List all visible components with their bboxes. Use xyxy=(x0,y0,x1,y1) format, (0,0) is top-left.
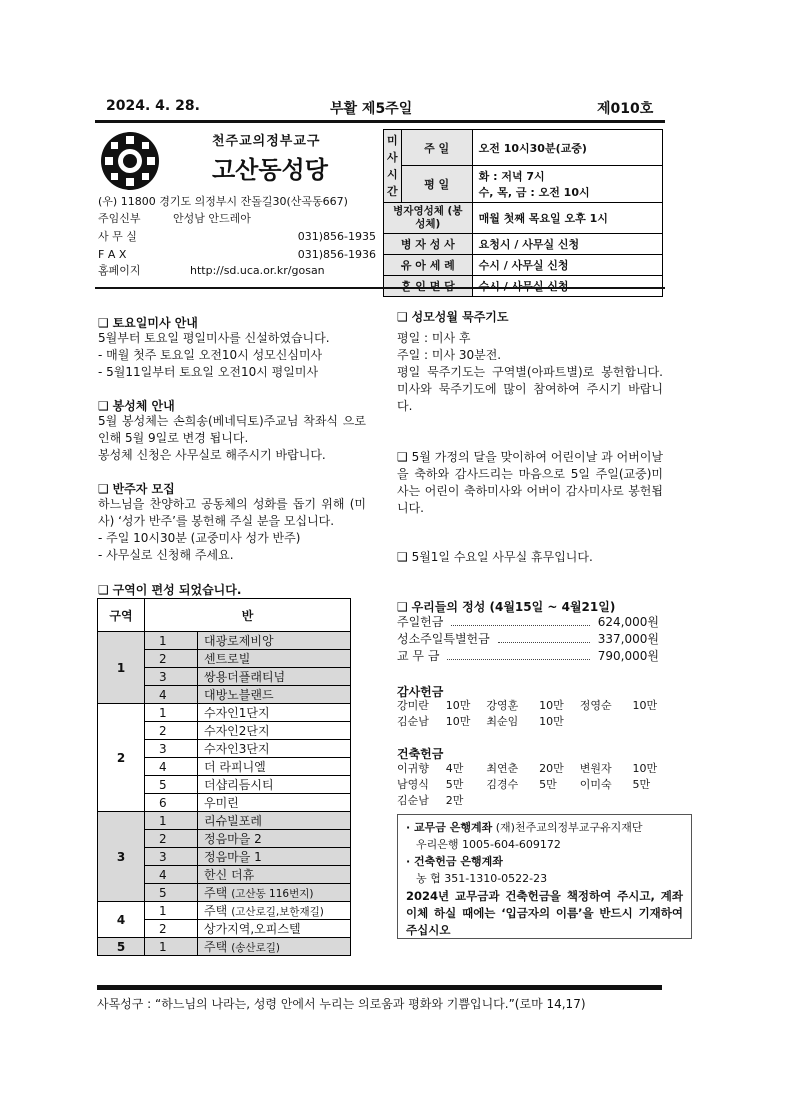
donor-amount: 2만 xyxy=(445,794,464,807)
offering-amount: 790,000원 xyxy=(597,649,659,663)
donor-name: 강미란 xyxy=(397,699,429,712)
donor-name: 이귀향 xyxy=(397,762,429,775)
ban-name-text: 대방노블랜드 xyxy=(204,688,274,702)
zone-number: 2 xyxy=(98,704,145,812)
fax-label: F A X xyxy=(98,248,127,261)
donor-row xyxy=(397,793,663,809)
ban-name-text: 주택 xyxy=(204,904,228,918)
ban-name xyxy=(198,686,351,704)
donor-amount: 10만 xyxy=(539,699,564,712)
group-row xyxy=(98,938,351,956)
rosary-title: ❑ 성모성월 묵주기도 xyxy=(397,308,509,325)
ban-name xyxy=(198,740,351,758)
sunday-label: 주 일 xyxy=(401,130,472,166)
anointing-label: 병 자 성 사 xyxy=(384,234,473,255)
office-label: 사 무 실 xyxy=(98,230,137,243)
ban-note: (고산로길,보한재길) xyxy=(231,906,324,918)
ban-name xyxy=(198,938,351,956)
ban-number: 2 xyxy=(145,920,198,938)
rosary-sunday: 주일 : 미사 30분전. xyxy=(397,348,502,362)
marriage-value xyxy=(472,276,662,297)
saturday-line2: - 매월 첫주 토요일 오전10시 성모신심미사 xyxy=(98,348,323,362)
info-rule xyxy=(95,287,665,289)
homepage-label: 홈페이지 xyxy=(98,264,141,277)
ban-name xyxy=(198,668,351,686)
sunday-time: 오전 10시30분(교중) xyxy=(472,130,662,166)
bongsung-apply: 봉성체 신청은 사무실로 해주시기 바랍니다. xyxy=(98,448,326,462)
ban-name-text: 주택 xyxy=(204,940,228,954)
ban-number: 6 xyxy=(145,794,198,812)
offering-amount: 337,000원 xyxy=(597,632,659,646)
offering-label: 성소주일특별헌금 xyxy=(397,632,490,646)
offering-row xyxy=(397,648,659,665)
weekday-time-tue: 화 : 저녁 7시 xyxy=(478,170,545,183)
homepage-link[interactable]: http://sd.uca.or.kr/gosan xyxy=(190,264,325,277)
ban-name-text: 주택 xyxy=(204,886,228,900)
donor-name xyxy=(580,714,633,730)
saturday-title: ❑ 토요일미사 안내 xyxy=(98,314,198,331)
ban-number: 1 xyxy=(145,632,198,650)
ban-number: 3 xyxy=(145,740,198,758)
fax-number: 031)856-1936 xyxy=(297,248,376,261)
saturday-line3: - 5월11일부터 토요일 오전10시 평일미사 xyxy=(98,365,319,379)
ban-name xyxy=(198,902,351,920)
sick-communion-label: 병자영성체 (봉성체) xyxy=(384,203,473,234)
rosary-text: 평일 묵주기도는 구역별(아파트별)로 봉헌합니다. 미사와 묵주기도에 많이 참여하여 주시기 바랍니다. xyxy=(397,365,663,413)
ban-number: 1 xyxy=(145,938,198,956)
donor-amount: 10만 xyxy=(445,715,471,728)
ban-name-text: 쌍용더플래티넘 xyxy=(204,670,286,684)
ban-name-text: 상가지역,오피스텔 xyxy=(204,922,301,936)
zone-header: 구역 xyxy=(98,599,145,632)
ban-name-text: 리슈빌포레 xyxy=(204,814,262,828)
building-bank-label: · 건축헌금 은행계좌 xyxy=(406,853,683,870)
ban-number: 1 xyxy=(145,812,198,830)
liturgical-week: 부활 제5주일 xyxy=(330,101,413,117)
ban-name-text: 더 라피니엘 xyxy=(204,760,266,774)
donor-amount: 10만 xyxy=(539,715,564,728)
pastor-name: 안성남 안드레아 xyxy=(173,212,251,225)
ban-number: 3 xyxy=(145,848,198,866)
ban-number: 1 xyxy=(145,902,198,920)
bongsung-title: ❑ 봉성체 안내 xyxy=(98,397,175,414)
schedule-table xyxy=(383,129,663,297)
building-title: 건축헌금 xyxy=(397,747,444,761)
bank-notice: 2024년 교무금과 건축헌금을 책정하여 주시고, 계좌이체 하실 때에는 ‘입금자의 이름’을 반드시 기재하여 주십시오 xyxy=(406,889,683,937)
tithe-bank-account: 우리은행 1005-604-609172 xyxy=(416,838,561,851)
ban-number: 4 xyxy=(145,866,198,884)
group-row xyxy=(98,704,351,722)
offering-label: 교 무 금 xyxy=(397,649,440,663)
ban-number: 2 xyxy=(145,830,198,848)
ban-name-text: 수자인1단지 xyxy=(204,706,270,720)
offering-row xyxy=(397,614,659,631)
ban-name-text: 한신 더휴 xyxy=(204,868,255,882)
donor-name: 최순임 xyxy=(486,715,519,728)
ban-name-text: 수자인2단지 xyxy=(204,724,270,738)
ban-name xyxy=(198,776,351,794)
ban-note: (송산로길) xyxy=(231,942,280,954)
ban-name xyxy=(198,704,351,722)
ban-note: (고산동 116번지) xyxy=(231,888,314,900)
donor-name: 김순남 xyxy=(397,715,429,728)
thanks-title: 감사헌금 xyxy=(397,685,444,699)
choir-line3: - 사무실로 신청해 주세요. xyxy=(98,548,234,562)
donor-amount: 20만 xyxy=(539,762,564,775)
offering-amount: 624,000원 xyxy=(597,615,659,629)
zone-number: 5 xyxy=(98,938,145,956)
donor-amount: 5만 xyxy=(539,778,557,791)
donor-amount: 10만 xyxy=(632,699,658,712)
ban-number: 5 xyxy=(145,884,198,902)
bongsung-text: 5월 봉성체는 손희송(베네딕토)주교님 착좌식 으로 인해 5월 9일로 변경 됩니다. xyxy=(98,414,366,445)
ban-name-text: 우미린 xyxy=(204,796,239,810)
header-rule xyxy=(95,120,665,123)
donor-amount: 4만 xyxy=(445,762,464,775)
choir-title: ❑ 반주자 모집 xyxy=(98,480,175,497)
footer-verse: 사목성구 : “하느님의 나라는, 성령 안에서 누리는 의로움과 평화와 기쁨입니다.”(로마 14,17) xyxy=(97,997,586,1011)
donor-amount: 5만 xyxy=(445,778,464,791)
dot-leader xyxy=(498,642,590,643)
ban-number: 4 xyxy=(145,758,198,776)
building-list xyxy=(397,761,663,809)
ban-name xyxy=(198,632,351,650)
marriage-label xyxy=(384,276,473,297)
issue-number: 제010호 xyxy=(597,101,654,117)
donor-amount: 10만 xyxy=(632,762,658,775)
group-table xyxy=(97,598,351,956)
bank-box xyxy=(397,814,692,939)
choir-line2: - 주일 10시30분 (교중미사 성가 반주) xyxy=(98,531,301,545)
building-bank-account: 농 협 351-1310-0522-23 xyxy=(416,872,548,885)
ban-name xyxy=(198,794,351,812)
ban-name-text: 수자인3단지 xyxy=(204,742,270,756)
ban-name xyxy=(198,866,351,884)
offering-label: 주일헌금 xyxy=(397,615,444,629)
donor-name xyxy=(486,793,539,809)
anointing-value: 요청시 / 사무실 신청 xyxy=(472,234,662,255)
ban-name xyxy=(198,650,351,668)
office-phone: 031)856-1935 xyxy=(297,230,376,243)
ban-name-text: 정음마을 1 xyxy=(204,850,262,864)
donor-name: 정영순 xyxy=(579,699,612,712)
group-row xyxy=(98,812,351,830)
donor-amount: 5만 xyxy=(632,778,651,791)
footer-rule xyxy=(97,985,662,990)
office-holiday-notice: ❑ 5월1일 수요일 사무실 휴무입니다. xyxy=(397,550,593,564)
donor-name: 김경수 xyxy=(486,778,519,791)
infant-baptism-label: 유 아 세 례 xyxy=(384,255,473,276)
ban-name xyxy=(198,722,351,740)
ban-name-text: 대광로제비앙 xyxy=(204,634,274,648)
donor-amount: 10만 xyxy=(445,699,471,712)
ban-number: 1 xyxy=(145,704,198,722)
ban-name-text: 정음마을 2 xyxy=(204,832,262,846)
tithe-bank-owner: (재)천주교의정부교구유지재단 xyxy=(495,821,643,834)
donor-name: 김순남 xyxy=(397,794,429,807)
mass-time-label: 미 사 시 간 xyxy=(384,130,402,203)
rosary-weekday: 평일 : 미사 후 xyxy=(397,331,471,345)
donor-row xyxy=(397,714,663,730)
donor-row xyxy=(397,777,663,793)
offering-title: ❑ 우리들의 정성 (4월15일 ~ 4월21일) xyxy=(397,598,615,615)
ban-name xyxy=(198,812,351,830)
donor-amount xyxy=(633,714,664,730)
parish-name: 고산동성당 xyxy=(212,156,328,184)
parish-logo-icon xyxy=(100,131,160,191)
donor-amount xyxy=(539,793,580,809)
dot-leader xyxy=(447,659,589,660)
ban-number: 3 xyxy=(145,668,198,686)
ban-number: 2 xyxy=(145,650,198,668)
ban-number: 4 xyxy=(145,686,198,704)
parish-address: (우) 11800 경기도 의정부시 잔돌길30(산곡동667) xyxy=(98,195,348,208)
donor-name xyxy=(580,793,633,809)
infant-baptism-value: 수시 / 사무실 신청 xyxy=(472,255,662,276)
weekday-time-wed-fri: 수, 목, 금 : 오전 10시 xyxy=(478,186,590,199)
ban-name xyxy=(198,758,351,776)
donor-row xyxy=(397,698,663,714)
offering-list xyxy=(397,614,659,665)
donor-name: 이미숙 xyxy=(579,778,612,791)
ban-name-text: 더샵리듬시티 xyxy=(204,778,274,792)
group-row xyxy=(98,632,351,650)
diocese-name: 천주교의정부교구 xyxy=(212,134,321,149)
donor-name: 변원자 xyxy=(579,762,612,775)
ban-name xyxy=(198,830,351,848)
ban-number: 5 xyxy=(145,776,198,794)
ban-header: 반 xyxy=(145,599,351,632)
zone-number: 4 xyxy=(98,902,145,938)
groups-title: ❑ 구역이 편성 되었습니다. xyxy=(98,581,241,598)
offering-row xyxy=(397,631,659,648)
family-month-notice: ❑ 5월 가정의 달을 맞이하여 어린이날 과 어버이날을 축하와 감사드리는 마음으로 5일 주일(교중)미사는 어린이 축하미사와 어버이 감사미사로 봉헌됩니다. xyxy=(397,450,663,515)
zone-number: 1 xyxy=(98,632,145,704)
saturday-line1: 5월부터 토요일 평일미사를 신설하였습니다. xyxy=(98,331,330,345)
ban-name-text: 센트로빌 xyxy=(204,652,251,666)
thanks-list xyxy=(397,698,663,730)
ban-name xyxy=(198,848,351,866)
sick-communion-value: 매월 첫째 목요일 오후 1시 xyxy=(472,203,662,234)
group-row xyxy=(98,902,351,920)
donor-amount xyxy=(633,793,664,809)
zone-number: 3 xyxy=(98,812,145,902)
ban-number: 2 xyxy=(145,722,198,740)
bulletin-date: 2024. 4. 28. xyxy=(106,98,200,114)
tithe-bank-label: · 교무금 은행계좌 xyxy=(406,821,492,834)
weekday-label: 평 일 xyxy=(401,166,472,203)
donor-name: 최연춘 xyxy=(486,762,519,775)
pastor-label: 주임신부 xyxy=(98,212,141,225)
donor-row xyxy=(397,761,663,777)
choir-text: 하느님을 찬양하고 공동체의 성화를 돕기 위해 (미사) ‘성가 반주’를 봉헌해 주실 분을 모십니다. xyxy=(98,497,366,528)
donor-name: 남영식 xyxy=(397,778,429,791)
ban-name xyxy=(198,920,351,938)
donor-name: 강영훈 xyxy=(486,699,519,712)
ban-name xyxy=(198,884,351,902)
dot-leader xyxy=(451,625,589,626)
